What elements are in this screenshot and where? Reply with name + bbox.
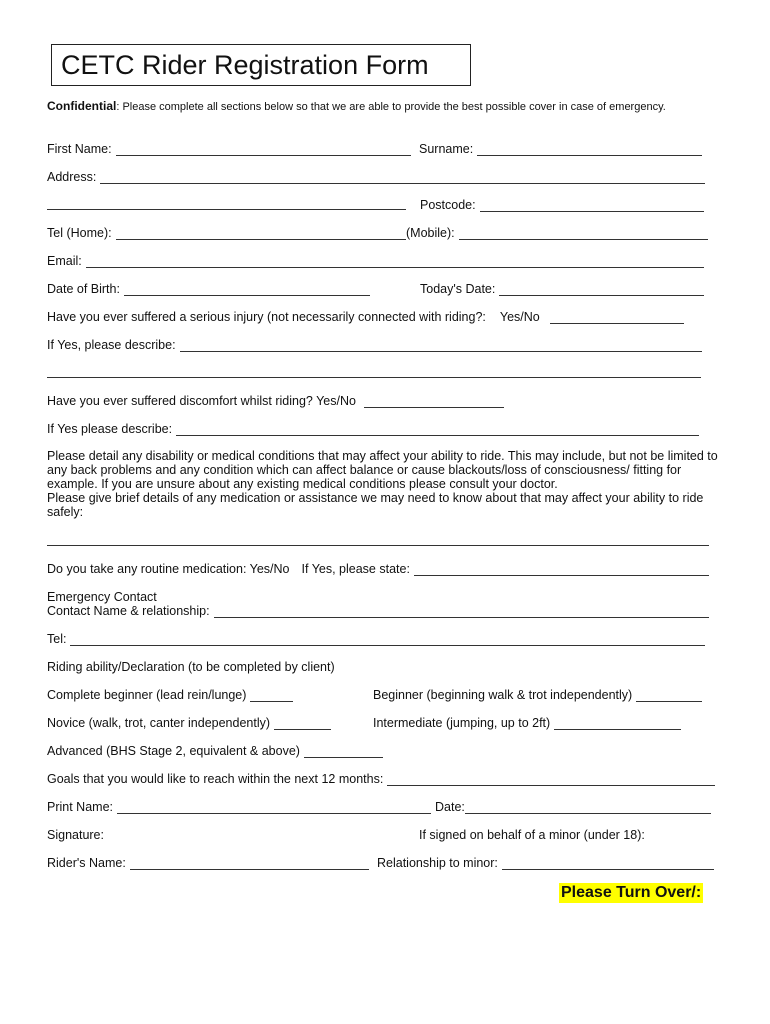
medical-conditions-paragraph xyxy=(47,449,727,519)
injury-yesno[interactable]: Yes/No xyxy=(499,310,540,324)
date-field[interactable] xyxy=(465,803,711,814)
contact-name-field[interactable] xyxy=(214,607,709,618)
contact-name-row xyxy=(47,604,709,618)
signature-label: Signature: xyxy=(47,828,104,842)
surname-label: Surname: xyxy=(419,142,474,156)
dob-row xyxy=(47,282,370,296)
confidential-label: Confidential xyxy=(47,99,117,113)
discomfort-describe-row xyxy=(47,422,699,436)
address-line-2-field[interactable] xyxy=(47,209,406,210)
injury-describe-row xyxy=(47,338,702,352)
beginner-field[interactable] xyxy=(636,691,702,702)
emergency-tel-row xyxy=(47,632,705,646)
goals-field[interactable] xyxy=(387,775,715,786)
postcode-label: Postcode: xyxy=(420,198,476,212)
if-yes-state-label: If Yes, please state: xyxy=(301,562,410,576)
beginner-row xyxy=(373,688,702,702)
form-title: CETC Rider Registration Form xyxy=(51,44,471,86)
dob-label: Date of Birth: xyxy=(47,282,120,296)
postcode-row xyxy=(420,198,704,212)
medical-details-field[interactable] xyxy=(47,545,709,546)
complete-beginner-field[interactable] xyxy=(250,691,293,702)
complete-beginner-label: Complete beginner (lead rein/lunge) xyxy=(47,688,247,702)
date-row xyxy=(435,800,711,814)
first-name-label: First Name: xyxy=(47,142,112,156)
intro-text xyxy=(47,99,666,113)
advanced-row xyxy=(47,744,383,758)
injury-describe-label: If Yes, please describe: xyxy=(47,338,176,352)
contact-name-label: Contact Name & relationship: xyxy=(47,604,210,618)
relationship-minor-label: Relationship to minor: xyxy=(377,856,498,870)
email-label: Email: xyxy=(47,254,82,268)
print-name-row xyxy=(47,800,431,814)
intermediate-field[interactable] xyxy=(554,719,681,730)
tel-home-label: Tel (Home): xyxy=(47,226,112,240)
routine-medication-row xyxy=(47,562,709,576)
relationship-minor-row xyxy=(377,856,714,870)
emergency-contact-label: Emergency Contact xyxy=(47,590,157,604)
discomfort-describe-field[interactable] xyxy=(176,425,699,436)
dob-field[interactable] xyxy=(124,285,370,296)
print-name-field[interactable] xyxy=(117,803,431,814)
tel-home-row xyxy=(47,226,406,240)
todays-date-row xyxy=(420,282,704,296)
relationship-minor-field[interactable] xyxy=(502,859,714,870)
novice-row xyxy=(47,716,331,730)
intermediate-row xyxy=(373,716,681,730)
beginner-label: Beginner (beginning walk & trot independently) xyxy=(373,688,633,702)
discomfort-answer-field[interactable] xyxy=(364,397,504,408)
injury-describe-field[interactable] xyxy=(180,341,702,352)
routine-medication-label: Do you take any routine medication: Yes/No xyxy=(47,562,290,576)
advanced-label: Advanced (BHS Stage 2, equivalent & above) xyxy=(47,744,300,758)
novice-field[interactable] xyxy=(274,719,331,730)
address-row xyxy=(47,170,705,184)
medical-conditions-text: Please detail any disability or medical conditions that may affect your ability to ride. This may include, but not be limited to any back problems and any condition which can affect balance or cause blackouts/loss of consciousness/ fitting for example. If you are unsure about any existing medical conditions please consult your doctor. xyxy=(47,449,718,491)
mobile-field[interactable] xyxy=(459,229,708,240)
print-name-label: Print Name: xyxy=(47,800,113,814)
email-field[interactable] xyxy=(86,257,704,268)
riding-ability-heading xyxy=(47,660,335,674)
todays-date-field[interactable] xyxy=(499,285,704,296)
injury-describe-line-2[interactable] xyxy=(47,377,701,378)
first-name-field[interactable] xyxy=(116,145,411,156)
routine-medication-field[interactable] xyxy=(414,565,709,576)
todays-date-label: Today's Date: xyxy=(420,282,496,296)
intermediate-label: Intermediate (jumping, up to 2ft) xyxy=(373,716,551,730)
minor-note-row xyxy=(419,828,645,842)
injury-question: Have you ever suffered a serious injury (not necessarily connected with riding?: xyxy=(47,310,486,324)
injury-row xyxy=(47,310,684,324)
goals-label: Goals that you would like to reach within the next 12 months: xyxy=(47,772,384,786)
complete-beginner-row xyxy=(47,688,293,702)
novice-label: Novice (walk, trot, canter independently) xyxy=(47,716,271,730)
please-turn-over-note: Please Turn Over/: xyxy=(561,884,702,901)
emergency-tel-label: Tel: xyxy=(47,632,67,646)
address-field[interactable] xyxy=(100,173,705,184)
surname-row xyxy=(419,142,702,156)
injury-answer-field[interactable] xyxy=(550,313,684,324)
first-name-row xyxy=(47,142,411,156)
date-label: Date: xyxy=(435,800,465,814)
emergency-contact-heading xyxy=(47,590,157,604)
riding-ability-label: Riding ability/Declaration (to be completed by client) xyxy=(47,660,335,674)
postcode-field[interactable] xyxy=(480,201,704,212)
email-row xyxy=(47,254,704,268)
goals-row xyxy=(47,772,715,786)
mobile-row xyxy=(406,226,708,240)
emergency-tel-field[interactable] xyxy=(70,635,705,646)
intro-body: : Please complete all sections below so that we are able to provide the best possible cover in case of emergency. xyxy=(116,101,666,113)
mobile-label: (Mobile): xyxy=(406,226,455,240)
riders-name-field[interactable] xyxy=(130,859,369,870)
advanced-field[interactable] xyxy=(304,747,383,758)
riders-name-row xyxy=(47,856,369,870)
surname-field[interactable] xyxy=(477,145,702,156)
discomfort-describe-label: If Yes please describe: xyxy=(47,422,173,436)
tel-home-field[interactable] xyxy=(116,229,406,240)
discomfort-row xyxy=(47,394,504,408)
discomfort-question: Have you ever suffered discomfort whilst riding? Yes/No xyxy=(47,394,356,408)
riders-name-label: Rider's Name: xyxy=(47,856,126,870)
address-label: Address: xyxy=(47,170,97,184)
minor-note-label: If signed on behalf of a minor (under 18): xyxy=(419,828,645,842)
signature-row xyxy=(47,828,104,842)
medication-details-text: Please give brief details of any medication or assistance we may need to know about that may affect your ability to ride safely: xyxy=(47,491,704,519)
